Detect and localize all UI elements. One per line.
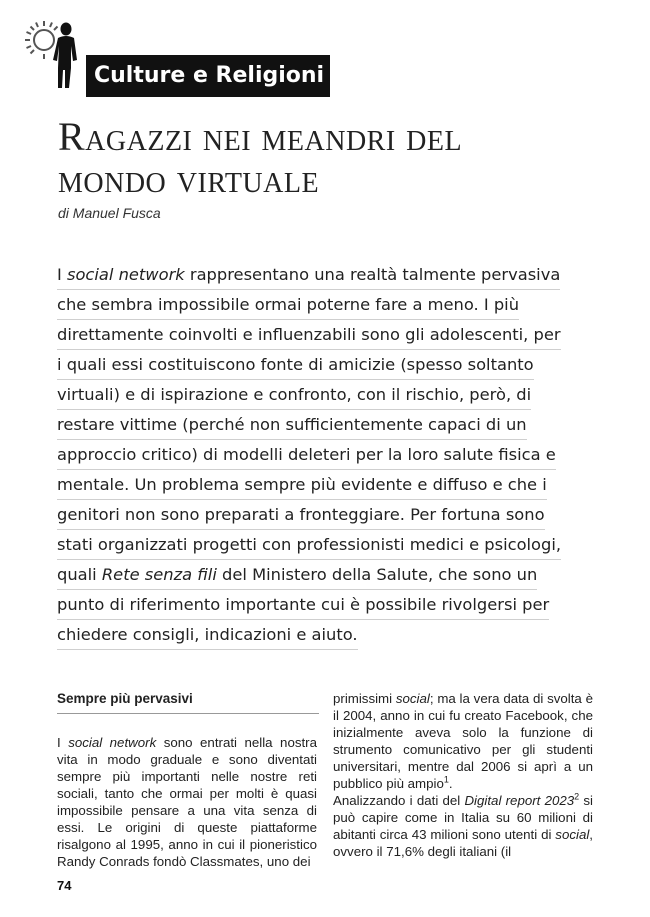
abstract-line: punto di riferimento importante cui è possibile rivolgersi per bbox=[57, 590, 549, 620]
abstract-line: genitori non sono preparati a fronteggiare. Per fortuna sono bbox=[57, 500, 545, 530]
page-number: 74 bbox=[57, 878, 72, 893]
left-column bbox=[57, 690, 317, 870]
body-paragraph: Analizzando i dati del Digital report 2023$^2$ si può capire come in Italia su 60 milioni di abitanti circa 43 milioni sono utenti di social, ovvero il 71,6% degli italiani (il bbox=[333, 791, 593, 859]
sun-figure-icon bbox=[22, 16, 92, 90]
abstract-line: virtuali) e di ispirazione e confronto, con il rischio, però, di bbox=[57, 380, 531, 410]
abstract-line: chiedere consigli, indicazioni e aiuto. bbox=[57, 620, 358, 650]
footnote-ref[interactable]: 2 bbox=[574, 791, 580, 802]
abstract-line: i quali essi costituiscono fonte di amicizie (spesso soltanto bbox=[57, 350, 534, 380]
abstract-line: stati organizzati progetti con professionisti medici e psicologi, bbox=[57, 530, 561, 560]
right-column bbox=[333, 690, 593, 860]
abstract-line: approccio critico) di modelli deleteri per la loro salute fisica e bbox=[57, 440, 556, 470]
article-title bbox=[58, 116, 618, 200]
byline: di Manuel Fusca bbox=[58, 205, 161, 221]
section-heading: Sempre più pervasivi bbox=[57, 690, 319, 714]
body-paragraph: I social network sono entrati nella nostra vita in modo graduale e sono diventati sempre più importanti nelle nostre reti sociali, tanto che ormai per molti è quasi impossibile pensare a una vita senza di essi. Le origini di queste piattaforme risalgono al 1995, anno in cui il pioneristico Randy Conrads fondò Classmates, uno dei bbox=[57, 735, 318, 869]
section-header bbox=[22, 16, 325, 90]
abstract-line: restare vittime (perché non sufficientemente capaci di un bbox=[57, 410, 527, 440]
abstract bbox=[57, 260, 571, 650]
abstract-line: mentale. Un problema sempre più evidente e diffuso e che i bbox=[57, 470, 547, 500]
abstract-line: I social network rappresentano una realtà talmente pervasiva bbox=[57, 260, 560, 290]
abstract-line: che sembra impossibile ormai poterne fare a meno. I più bbox=[57, 290, 519, 320]
body-paragraph: primissimi social; ma la vera data di svolta è il 2004, anno in cui fu creato Facebook, che inizialmente aveva solo la funzione di strumento comunicativo per gli studenti universitari, mentre dal 2006 si aprì a un pubblico più ampio$^1$. bbox=[333, 691, 593, 791]
title-line-1: Ragazzi nei meandri del bbox=[58, 114, 463, 159]
abstract-line: quali Rete senza fili del Ministero della Salute, che sono un bbox=[57, 560, 537, 590]
section-rubric: Culture e Religioni bbox=[86, 55, 330, 97]
footnote-ref[interactable]: 1 bbox=[443, 774, 449, 785]
title-line-2: mondo virtuale bbox=[58, 156, 320, 201]
abstract-line: direttamente coinvolti e influenzabili sono gli adolescenti, per bbox=[57, 320, 561, 350]
